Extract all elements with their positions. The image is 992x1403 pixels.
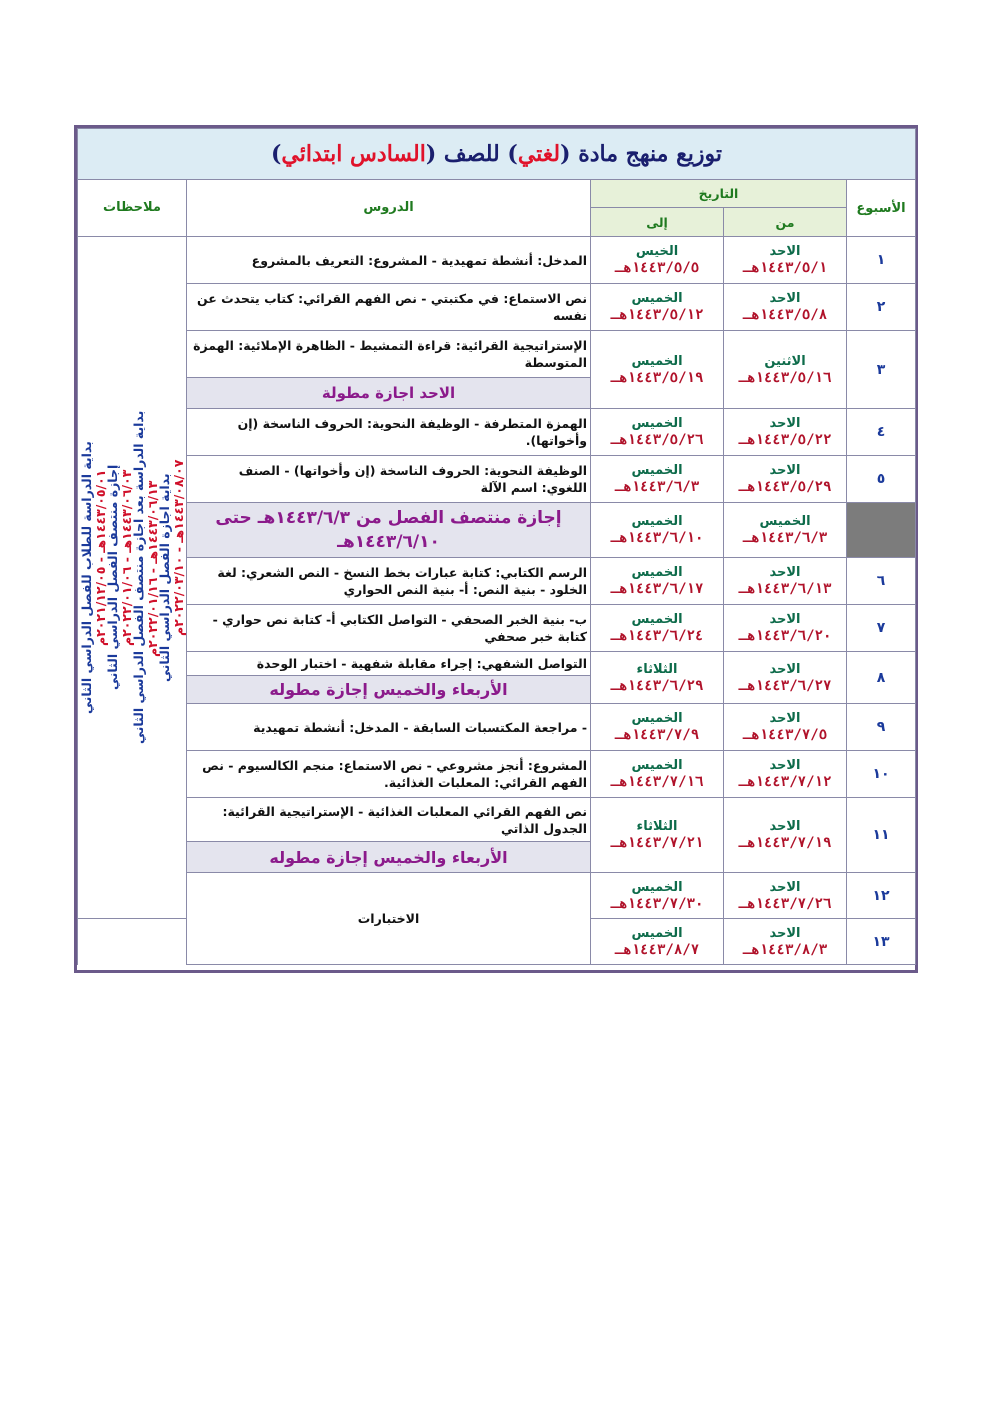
holiday-cell: الاحد اجازة مطولة (187, 378, 591, 409)
note-2-date: ١٤٤٣/٠٦/٠٣هـ - ٢٠٢٢/٠١/٠٦م (119, 469, 134, 646)
from-cell (724, 873, 847, 919)
holiday-cell: الأربعاء والخميس إجازة مطوله (187, 676, 591, 704)
lesson-cell: المدخل: أنشطة تمهيدية - المشروع: التعريف بالمشروع (187, 237, 591, 284)
week-number: ١٢ (847, 873, 916, 919)
table-row (78, 409, 916, 456)
week-number: ٧ (847, 605, 916, 652)
note-3-date: ١٤٤٣/٠٦/١٣هـ - ٢٠٢٢/٠١/١٦م (145, 480, 160, 657)
from-cell (724, 331, 847, 409)
from-day: الاحد (769, 244, 801, 259)
week-number: ١ (847, 237, 916, 284)
to-day: الخميس (631, 711, 683, 726)
from-day: الاثنين (764, 353, 806, 369)
from-date: ١٤٤٣/٦/٢٠هـ (738, 628, 832, 644)
lesson-cell: نص الاستماع: في مكتبتي - نص الفهم القرائي: كتاب يتحدث عن نفسه (187, 284, 591, 331)
from-date: ١٤٤٣/٦/٣هـ (742, 530, 828, 546)
week-number: ١٠ (847, 751, 916, 798)
lesson-cell: الإستراتيجية القرائية: قراءة التمشيط - الظاهرة الإملائية: الهمزة المتوسطة (187, 331, 591, 378)
to-day: الخميس (631, 758, 683, 773)
from-day: الاحد (769, 416, 801, 431)
from-date: ١٤٤٣/٦/٢٧هـ (738, 677, 832, 694)
from-date: ١٤٤٣/٥/٢٩هـ (738, 479, 832, 495)
from-date: ١٤٤٣/٨/٣هـ (742, 941, 828, 958)
table-row (78, 558, 916, 605)
from-date: ١٤٤٣/٥/٢٢هـ (738, 432, 832, 448)
from-day: الخميس (759, 514, 811, 529)
to-day: الخميس (631, 291, 683, 306)
from-day: الاحد (769, 565, 801, 580)
to-day: الخميس (631, 514, 683, 529)
week-number: ٤ (847, 409, 916, 456)
title-prefix: توزيع منهج مادة ( (560, 141, 723, 167)
from-date: ١٤٤٣/٦/١٣هـ (738, 581, 832, 597)
to-date: ١٤٤٣/٧/١٦هـ (610, 774, 704, 790)
table-row (78, 704, 916, 751)
week-number: ٩ (847, 704, 916, 751)
page-title (78, 129, 916, 180)
to-cell (591, 873, 724, 919)
header-from: من (724, 208, 847, 237)
to-date: ١٤٤٣/٥/٢٦هـ (610, 432, 704, 448)
header-date: التاريخ (591, 180, 847, 208)
notes-cell (78, 237, 187, 919)
from-date: ١٤٤٣/٥/٨هـ (742, 307, 828, 323)
to-cell (591, 456, 724, 503)
to-day: الثلاثاء (636, 661, 678, 677)
to-date: ١٤٤٣/٥/٥هـ (614, 260, 700, 276)
from-day: الاحد (769, 758, 801, 773)
from-day: الاحد (769, 661, 801, 677)
to-day: الخميس (631, 353, 683, 369)
week-number: ٢ (847, 284, 916, 331)
from-cell (724, 798, 847, 873)
to-cell (591, 331, 724, 409)
to-date: ١٤٤٣/٥/١٢هـ (610, 307, 704, 323)
to-date: ١٤٤٣/٧/٣٠هـ (610, 895, 704, 912)
to-cell (591, 409, 724, 456)
table-row (78, 237, 916, 284)
to-cell (591, 284, 724, 331)
to-date: ١٤٤٣/٧/٩هـ (614, 727, 700, 743)
from-cell (724, 919, 847, 965)
from-date: ١٤٤٣/٧/١٢هـ (738, 774, 832, 790)
lesson-cell: - مراجعة المكتسبات السابقة - المدخل: أنشطة تمهيدية (187, 704, 591, 751)
lesson-cell: الرسم الكتابي: كتابة عبارات بخط النسخ - النص الشعري: لغة الخلود - بنية النص: أ- بنية النص الحواري (187, 558, 591, 605)
to-date: ١٤٤٣/٦/١٠هـ (610, 530, 704, 546)
table-row (78, 751, 916, 798)
to-cell (591, 652, 724, 704)
from-cell (724, 456, 847, 503)
to-date: ١٤٤٣/٥/١٩هـ (610, 369, 704, 386)
week-number-empty (847, 503, 916, 558)
week-number: ٥ (847, 456, 916, 503)
to-date: ١٤٤٣/٦/٢٤هـ (610, 628, 704, 644)
midterm-holiday-cell: إجازة منتصف الفصل من ١٤٤٣/٦/٣هـ حتى ١٤٤٣/٦/١٠هـ (187, 503, 591, 558)
to-cell (591, 237, 724, 284)
from-date: ١٤٤٣/٧/٥هـ (742, 727, 828, 743)
note-4-text: بداية اجازة الفصل الدراسي الثاني (157, 473, 172, 682)
week-number: ٨ (847, 652, 916, 704)
from-day: الاحد (769, 925, 801, 941)
note-3 (132, 237, 158, 918)
lesson-cell: الهمزة المتطرفة - الوظيفة النحوية: الحروف الناسخة (إن وأخواتها). (187, 409, 591, 456)
lesson-cell: المشروع: أنجز مشروعي - نص الاستماع: منجم الكالسيوم - نص الفهم القرائي: المعلبات الغذائية. (187, 751, 591, 798)
to-cell (591, 704, 724, 751)
header-week: الأسبوع (847, 180, 916, 237)
table-row (78, 284, 916, 331)
table-row (78, 605, 916, 652)
lesson-cell: ب- بنية الخبر الصحفي - التواصل الكتابي أ- كتابة نص حواري - كتابة خبر صحفي (187, 605, 591, 652)
from-date: ١٤٤٣/٧/٢٦هـ (738, 895, 832, 912)
from-day: الاحد (769, 711, 801, 726)
from-date: ١٤٤٣/٥/١٦هـ (738, 369, 832, 386)
to-date: ١٤٤٣/٦/٢٩هـ (610, 677, 704, 694)
note-3-text: بداية الدراسة بعد اجازة منتصف الفصل الدراسي الثاني (131, 410, 146, 745)
from-cell (724, 605, 847, 652)
title-suffix: ) (270, 141, 282, 167)
to-cell (591, 751, 724, 798)
to-date: ١٤٤٣/٦/٣هـ (614, 479, 700, 495)
note-2 (106, 237, 132, 918)
from-day: الاحد (769, 612, 801, 627)
week-number: ٦ (847, 558, 916, 605)
table-row (78, 652, 916, 676)
to-day: الخميس (631, 925, 683, 941)
header-to: إلى (591, 208, 724, 237)
from-day: الاحد (769, 463, 801, 478)
week-number: ٣ (847, 331, 916, 409)
note-2-text: إجازة منتصف الفصل الدراسي الثاني (105, 464, 120, 691)
lesson-cell: نص الفهم القرائي المعلبات الغذائية - الإستراتيجية القرائية: الجدول الذاتي (187, 798, 591, 842)
from-cell (724, 751, 847, 798)
to-cell (591, 503, 724, 558)
table-row (78, 456, 916, 503)
from-day: الاحد (769, 291, 801, 306)
table-row (78, 331, 916, 378)
to-date: ١٤٤٣/٧/٢١هـ (610, 835, 704, 851)
note-4 (158, 237, 184, 918)
from-day: الاحد (769, 819, 801, 834)
lesson-cell: التواصل الشفهي: إجراء مقابلة شفهية - اختبار الوحدة (187, 652, 591, 676)
curriculum-table-frame (74, 125, 918, 973)
to-date: ١٤٤٣/٨/٧هـ (614, 941, 700, 958)
note-4-date: ١٤٤٣/٠٨/٠٧هـ - ٢٠٢٢/٠٣/١٠م (171, 459, 186, 636)
title-grade: السادس ابتدائي (281, 141, 426, 167)
week-number: ١٣ (847, 919, 916, 965)
from-date: ١٤٤٣/٥/١هـ (742, 260, 828, 276)
to-cell (591, 558, 724, 605)
to-cell (591, 919, 724, 965)
to-day: الخميس (631, 612, 683, 627)
from-cell (724, 409, 847, 456)
curriculum-table (77, 128, 916, 965)
from-cell (724, 237, 847, 284)
from-cell (724, 284, 847, 331)
holiday-cell: الأربعاء والخميس إجازة مطوله (187, 842, 591, 873)
from-cell (724, 652, 847, 704)
to-day: الخميس (631, 879, 683, 895)
notes-wrap (78, 237, 186, 918)
to-date: ١٤٤٣/٦/١٧هـ (610, 581, 704, 597)
from-cell (724, 558, 847, 605)
to-day: الخيس (635, 244, 679, 259)
header-notes: ملاحظات (78, 180, 187, 237)
note-1-text: بداية الدراسة للطلاب للفصل الدراسي الثاني (79, 441, 94, 714)
from-day: الاحد (769, 879, 801, 895)
from-cell (724, 503, 847, 558)
to-cell (591, 798, 724, 873)
note-1 (80, 237, 106, 918)
exams-cell: الاختبارات (187, 873, 591, 965)
table-row (78, 798, 916, 842)
table-row (78, 873, 916, 919)
title-middle: ) للصف ( (425, 141, 518, 167)
to-cell (591, 605, 724, 652)
week-number: ١١ (847, 798, 916, 873)
table-row (78, 503, 916, 558)
note-1-date: ١٤٤٣/٠٥/٠١هـ - ٢٠٢١/١٢/٠٥م (93, 469, 108, 646)
to-day: الخميس (631, 416, 683, 431)
header-lessons: الدروس (187, 180, 591, 237)
to-day: الثلاثاء (636, 819, 678, 834)
lesson-cell: الوظيفة النحوية: الحروف الناسخة (إن وأخواتها) - الصنف اللغوي: اسم الآلة (187, 456, 591, 503)
to-day: الخميس (631, 463, 683, 478)
from-cell (724, 704, 847, 751)
from-date: ١٤٤٣/٧/١٩هـ (738, 835, 832, 851)
title-subject: لغتي (517, 141, 561, 167)
to-day: الخميس (631, 565, 683, 580)
